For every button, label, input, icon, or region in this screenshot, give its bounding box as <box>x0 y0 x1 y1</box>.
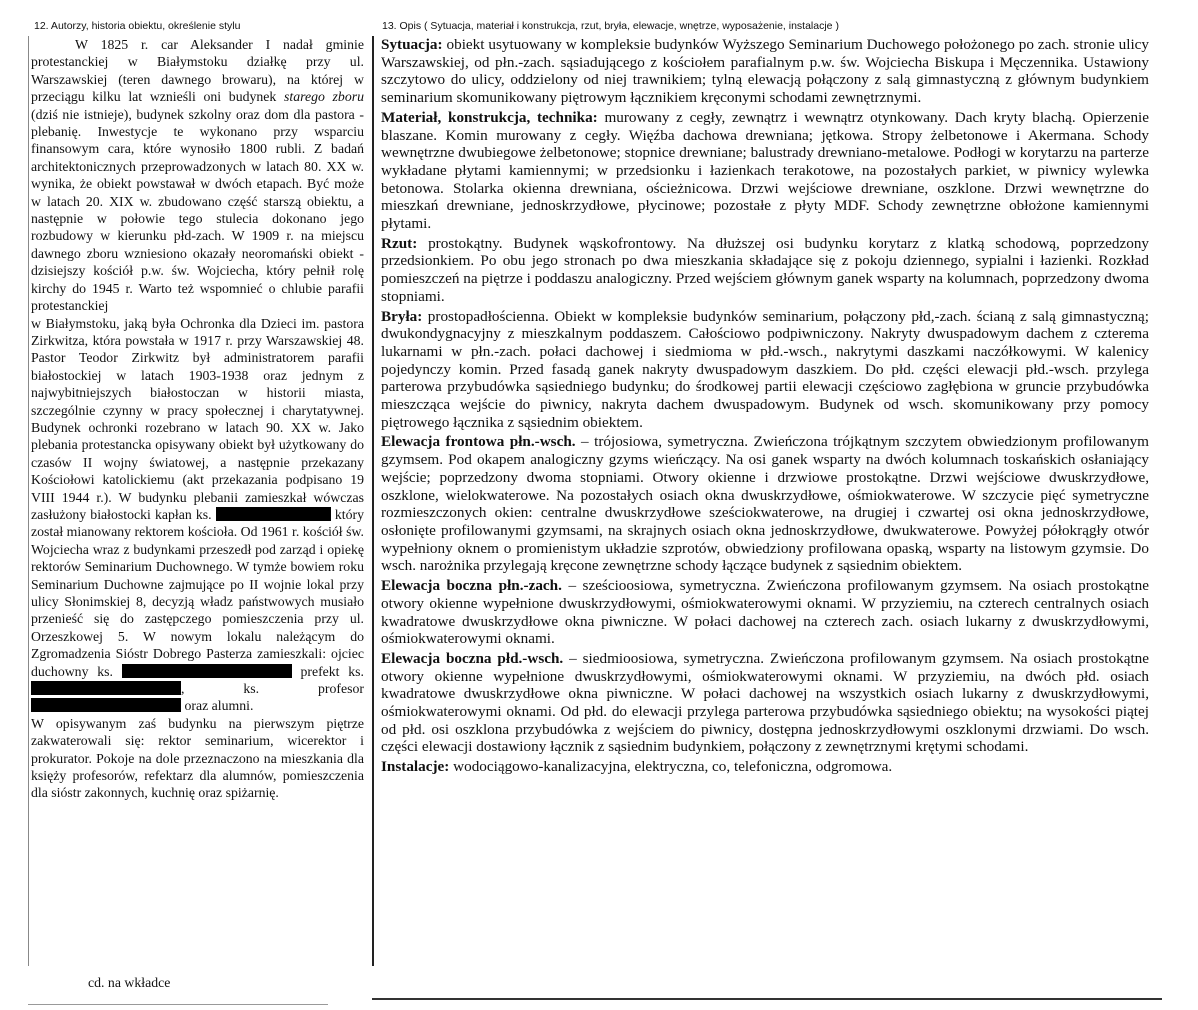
section-se-elevation: Elewacja boczna płd.-wsch. – siedmioosiowa, symetryczna. Zwieńczona profilowanym gzymsem. Na osiach prostokątne otwory okienne wypełnione dwuskrzydłowymi, ośmiokwaterowymi oknami. W przyziemiu, na dwóch płd. osiach kwadratowe dwuskrzydłowe okna piwniczne. W połaci dachowej na wszystkich osiach lukarny z dwuskrzydłowymi, ośmiokwaterowymi oknami. Od płd. do elewacji przylega parterowa przybudówka sąsiedniego obiektu; na wysokości piątej od płd. osi oszklona przybudówka z wejściem do piwnicy, dostępna jednoskrzydłowymi oszklonymi drzwiami. Do wsch. części elewacji dostawiony łącznik z sąsiednim budynkiem, połączony z zewnętrznymi krętymi schodami. <box>381 649 1149 756</box>
continued-note: cd. na wkładce <box>88 975 171 990</box>
description-column <box>381 36 1149 778</box>
section-massing-label: Bryła: <box>381 307 423 325</box>
section-material: Materiał, konstrukcja, technika: murowany z cegły, zewnątrz i wewnątrz otynkowany. Dach kryty blachą. Opierzenie blaszane. Komin murowany z cegły. Więźba dachowa drewniana; jętkowa. Stropy żelbetonowe i Akermana. Schody wewnętrzne dwubiegowe żelbetonowe; stopnice drewniane; balustrady drewniano-metalowe. Podłogi w korytarzu na parterze wykładane płytami kamiennymi; w przedsionku i łazienkach terakotowe, na pozostałych parkiet, w piwnicy wylewka betonowa. Stolarka okienna drewniana, ościeżnicowa. Drzwi wejściowe drewniane, oszklone. Drzwi wewnętrzne do mieszkań drewniane, jednoskrzydłowe, płycinowe; pozostałe z płyty MDF. Schody zewnętrzne obłożone kamiennymi płytami. <box>381 108 1150 233</box>
history-paragraph-3: W opisywanym zaś budynku na pierwszym piętrze zakwaterowali się: rektor seminarium, wicerektor i prokurator. Pokoje na dole przeznaczono na mieszkania dla księży profesorów, refektarz dla alumnów, pomieszczenia dla sióstr zakonnych, kuchnię oraz spiżarnię. <box>31 715 364 801</box>
section-installations-label: Instalacje: <box>381 758 450 776</box>
section-nw-elevation-label: Elewacja boczna płn.-zach. <box>381 577 562 595</box>
redacted-name-4 <box>31 698 181 712</box>
section-front-elevation-label: Elewacja frontowa płn.-wsch. <box>381 433 576 451</box>
column-divider-line <box>372 36 374 966</box>
section-material-label: Materiał, konstrukcja, technika: <box>381 108 598 126</box>
left-border-line <box>28 36 29 966</box>
redacted-name-2 <box>122 664 292 678</box>
section-plan-label: Rzut: <box>381 234 418 252</box>
left-column-header: 12. Autorzy, historia obiektu, określenie stylu <box>34 20 241 32</box>
section-se-elevation-label: Elewacja boczna płd.-wsch. <box>381 649 564 667</box>
bottom-rule <box>372 998 1162 1000</box>
history-paragraph-2: w Białymstoku, jaką była Ochronka dla Dzieci im. pastora Zirkwitza, która powstała w 1917 r. przy Warszawskiej 48. Pastor Teodor Zirkwitz był administratorem parafii białostockiej w latach 1903-1938 oraz jednym z najwybitniejszych białostoczan w historii miasta, szczególnie czynny w pracy społecznej i charytatywnej. Budynek ochronki rozebrano w latach 90. XX w. Jako plebania protestancka opisywany obiekt był użytkowany do czasów II wojny światowej, a następnie przekazany Kościołowi katolickiemu (akt przekazania podpisano 19 VIII 1944 r.). W budynku plebanii zamieszkał wówczas zasłużony białostocki kapłan ks. który został mianowany rektorem kościoła. Od 1961 r. kościół św. Wojciecha wraz z budynkami przeszedł pod zarząd i opiekę rektorów Seminarium Duchownego. W tymże bowiem roku Seminarium Duchowne zajmujące po II wojnie lokal przy ulicy Słonimskiej 8, decyzją władz państwowych musiało przenieść się do zastępczego pomieszczenia przy ul. Orzeszkowej 5. W nowym lokalu należącym do Zgromadzenia Sióstr Dobrego Pasterza zamieszkali: ojciec duchowny ks. prefekt ks. , ks. profesor oraz alumni. <box>31 315 365 714</box>
section-nw-elevation: Elewacja boczna płn.-zach. – sześcioosiowa, symetryczna. Zwieńczona profilowanym gzymsem. Na osiach prostokątne otwory okienne wypełnione dwuskrzydłowymi, ośmiokwaterowymi oknami. W przyziemiu, na czterech centralnych osiach kwadratowe dwuskrzydłowe okna piwniczne. W połaci dachowej na czterech zach. osiach lukarny z dwuskrzydłowymi, ośmiokwaterowymi oknami. <box>381 577 1149 648</box>
history-column <box>31 36 364 802</box>
redacted-name-1 <box>216 507 331 521</box>
section-plan: Rzut: prostokątny. Budynek wąskofrontowy. Na dłuższej osi budynku korytarz z klatką schodową, poprzedzony przedsionkiem. Po obu jego stronach po dwa mieszkania składające się z pokoju dziennego, sypialni i łazienki. Rozkład pomieszczeń na piętrze i poddaszu analogiczny. Przed wejściem głównym ganek wsparty na kolumnach, poprzedzony dwoma stopniami. <box>381 234 1150 305</box>
history-paragraph-1: W 1825 r. car Aleksander I nadał gminie protestanckiej w Białymstoku działkę przy ul. Warszawskiej (teren dawnego browaru), na której w przeciągu kilku lat wznieśli oni budynek starego zboru (dziś nie istnieje), budynek szkolny oraz dom dla pastora - plebanię. Inwestycje te wykonano przy wsparciu finansowym cara, które wynosiło 1800 rubli. Z badań architektonicznych przeprowadzonych w latach 80. XX w. wynika, że obiekt powstawał w dwóch etapach. Być może w latach 20. XIX w. zbudowano część starszą obiektu, a następnie w połowie tego stulecia dokonano jego rozbudowy w kierunku płd-zach. W 1909 r. na miejscu dawnego zboru wzniesiono okazały neoromański obiekt - dzisiejszy kościół p.w. św. Wojciecha, który pełnił rolę kirchy do 1945 r. Warto też wspomnieć o chlubie parafii protestanckiej <box>31 37 364 314</box>
right-column-header: 13. Opis ( Sytuacja, materiał i konstrukcja, rzut, bryła, elewacje, wnętrze, wyposażenie, instalacje ) <box>382 20 839 32</box>
section-massing: Bryła: prostopadłościenna. Obiekt w kompleksie budynków seminarium, połączony płd,-zach. ścianą z salą gimnastyczną; dwukondygnacyjny z mieszkalnym poddaszem. Całościowo podpiwniczony. Nakryty dwuspadowym dachem z czterema lukarnami w płn.-zach. połaci dachowej i siedmioma w płd.-wsch., nakrytymi daszkami naczółkowymi. W kalenicy pojedynczy komin. Przed fasadą ganek nakryty dwuspadowym daszkiem. Do płd. części elewacji płd.-wsch. przylega parterowa przybudówka sąsiedniego budynku; do środkowej partii elewacji częściowo zagłębiona w gruncie przybudówka mieszcząca wejście do piwnicy, nakryta dachem dwuspadowym. Budynek od wsch. skomunikowany przy pomocy piętrowego łącznika z sąsiednim obiektem. <box>381 307 1149 431</box>
section-installations: Instalacje: wodociągowo-kanalizacyjna, elektryczna, co, telefoniczna, odgromowa. <box>381 758 893 776</box>
bottom-rule-left <box>28 1004 328 1005</box>
section-situation: Sytuacja: obiekt usytuowany w kompleksie budynków Wyższego Seminarium Duchowego położonego po zach. stronie ulicy Warszawskiej, od płn.-zach. sąsiadującego z kościołem parafialnym p.w. św. Wojciecha Biskupa i Męczennika. Ustawiony szczytowo do ulicy, oddzielony od niej trawnikiem; tylną elewacją połączony z salą gimnastyczną z głównym budynkiem seminarium skomunikowany piętrowym łącznikiem kręconymi schodami zewnętrznymi. <box>381 36 1150 107</box>
section-situation-label: Sytuacja: <box>381 36 443 53</box>
redacted-name-3 <box>31 681 181 695</box>
section-front-elevation: Elewacja frontowa płn.-wsch. – trójosiowa, symetryczna. Zwieńczona trójkątnym szczytem obwiedzionym profilowanym gzymsem. Pod okapem analogiczny gzyms wieńczący. Na osi ganek wsparty na dwóch kolumnach toskańskich osłaniający wejście; poprzedzony dwoma stopniami. Otwory okienne i drzwiowe prostokątne. Drzwi wejściowe dwuskrzydłowe, oszklone, wielokwaterowe. Na pozostałych osiach okna dwuskrzydłowe, ośmiokwaterowe. W szczycie pięć symetryczne rozmieszczonych okien: centralne dwuskrzydłowe sześciokwaterowe, na drugiej i czwartej osi okna jednoskrzydłowe, osłonięte profilowanymi gzymsami, na skrajnych osiach okna jednoskrzydłowe, dwukwaterowe. Powyżej półokrągły otwór wypełniony oknem o promienistym układzie szprotów, obwiedziony profilowana opaską, wsparty na listowym gzymsie. Do wsch. narożnika przylegają kręcone zewnętrzne schody łączące budynek z sąsiednim obiektem. <box>381 433 1150 575</box>
